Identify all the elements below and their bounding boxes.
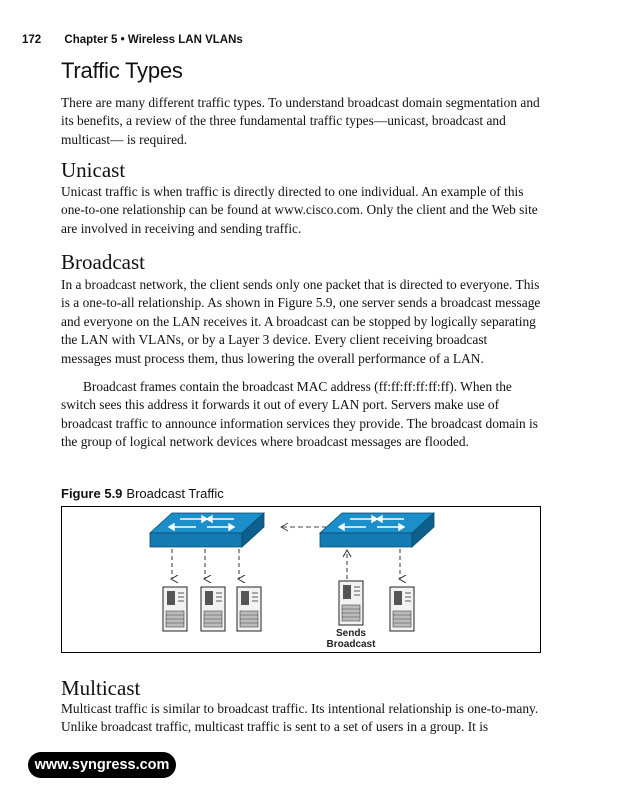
broadcast-heading: Broadcast <box>61 250 145 274</box>
switch-left <box>150 513 264 547</box>
server-2 <box>201 587 225 631</box>
multicast-paragraph: Multicast traffic is similar to broadcast traffic. Its intentional relationship is one-to-many. Unlike broadcast traffic, multicast traffic is sent to a set of users in a group. It is <box>61 701 539 735</box>
label-sends: Sends <box>335 628 367 639</box>
broadcast-paragraph-2: Broadcast frames contain the broadcast MAC address (ff:ff:ff:ff:ff:ff). When the switch sees this address it forwards it out of every LAN port. Servers make use of broadcast traffic to announce information services they provide. The broadcast domain is the group of logical network devices where broadcast messages are flooded. <box>61 379 538 450</box>
unicast-paragraph: Unicast traffic is when traffic is directly directed to one individual. An example of this one-to-one relationship can be found at www.cisco.com. Only the client and the Web site are involved in receiving and sending traffic. <box>61 184 538 236</box>
broadcast-figure <box>61 506 541 653</box>
broadcast-diagram <box>62 507 542 654</box>
server-1 <box>163 587 187 631</box>
page-number: 172 <box>22 34 42 46</box>
unicast-heading: Unicast <box>61 158 126 182</box>
server-5 <box>390 587 414 631</box>
inter-switch-arrow <box>281 523 328 531</box>
figure-number: Figure 5.9 <box>61 486 123 501</box>
intro-paragraph: There are many different traffic types. To understand broadcast domain segmentation and its benefits, a review of the three fundamental traffic types—unicast, broadcast and multicast— is required. <box>61 95 540 147</box>
server-3 <box>237 587 261 631</box>
figure-caption <box>61 486 224 501</box>
figure-title: Broadcast Traffic <box>126 486 224 501</box>
broadcast-paragraph-1: In a broadcast network, the client sends only one packet that is directed to everyone. This is a one-to-all relationship. As shown in Figure 5.9, one server sends a broadcast message and everyone on the LAN receives it. A broadcast can be stopped by logically separating the LAN with VLANs, or by a Layer 3 device. Every client receiving broadcast messages must process them, thus lowering the overall performance of a LAN. <box>61 277 541 366</box>
running-head <box>22 34 243 46</box>
left-down-arrows <box>172 549 239 579</box>
right-arrows <box>343 549 400 579</box>
multicast-heading: Multicast <box>61 676 141 700</box>
footer-url-link[interactable]: www.syngress.com <box>28 752 176 778</box>
label-broadcast: Broadcast <box>326 639 376 650</box>
chapter-title: Chapter 5 • Wireless LAN VLANs <box>64 34 243 46</box>
server-4-sender <box>339 581 363 625</box>
switch-right <box>320 513 434 547</box>
section-title: Traffic Types <box>61 58 183 83</box>
